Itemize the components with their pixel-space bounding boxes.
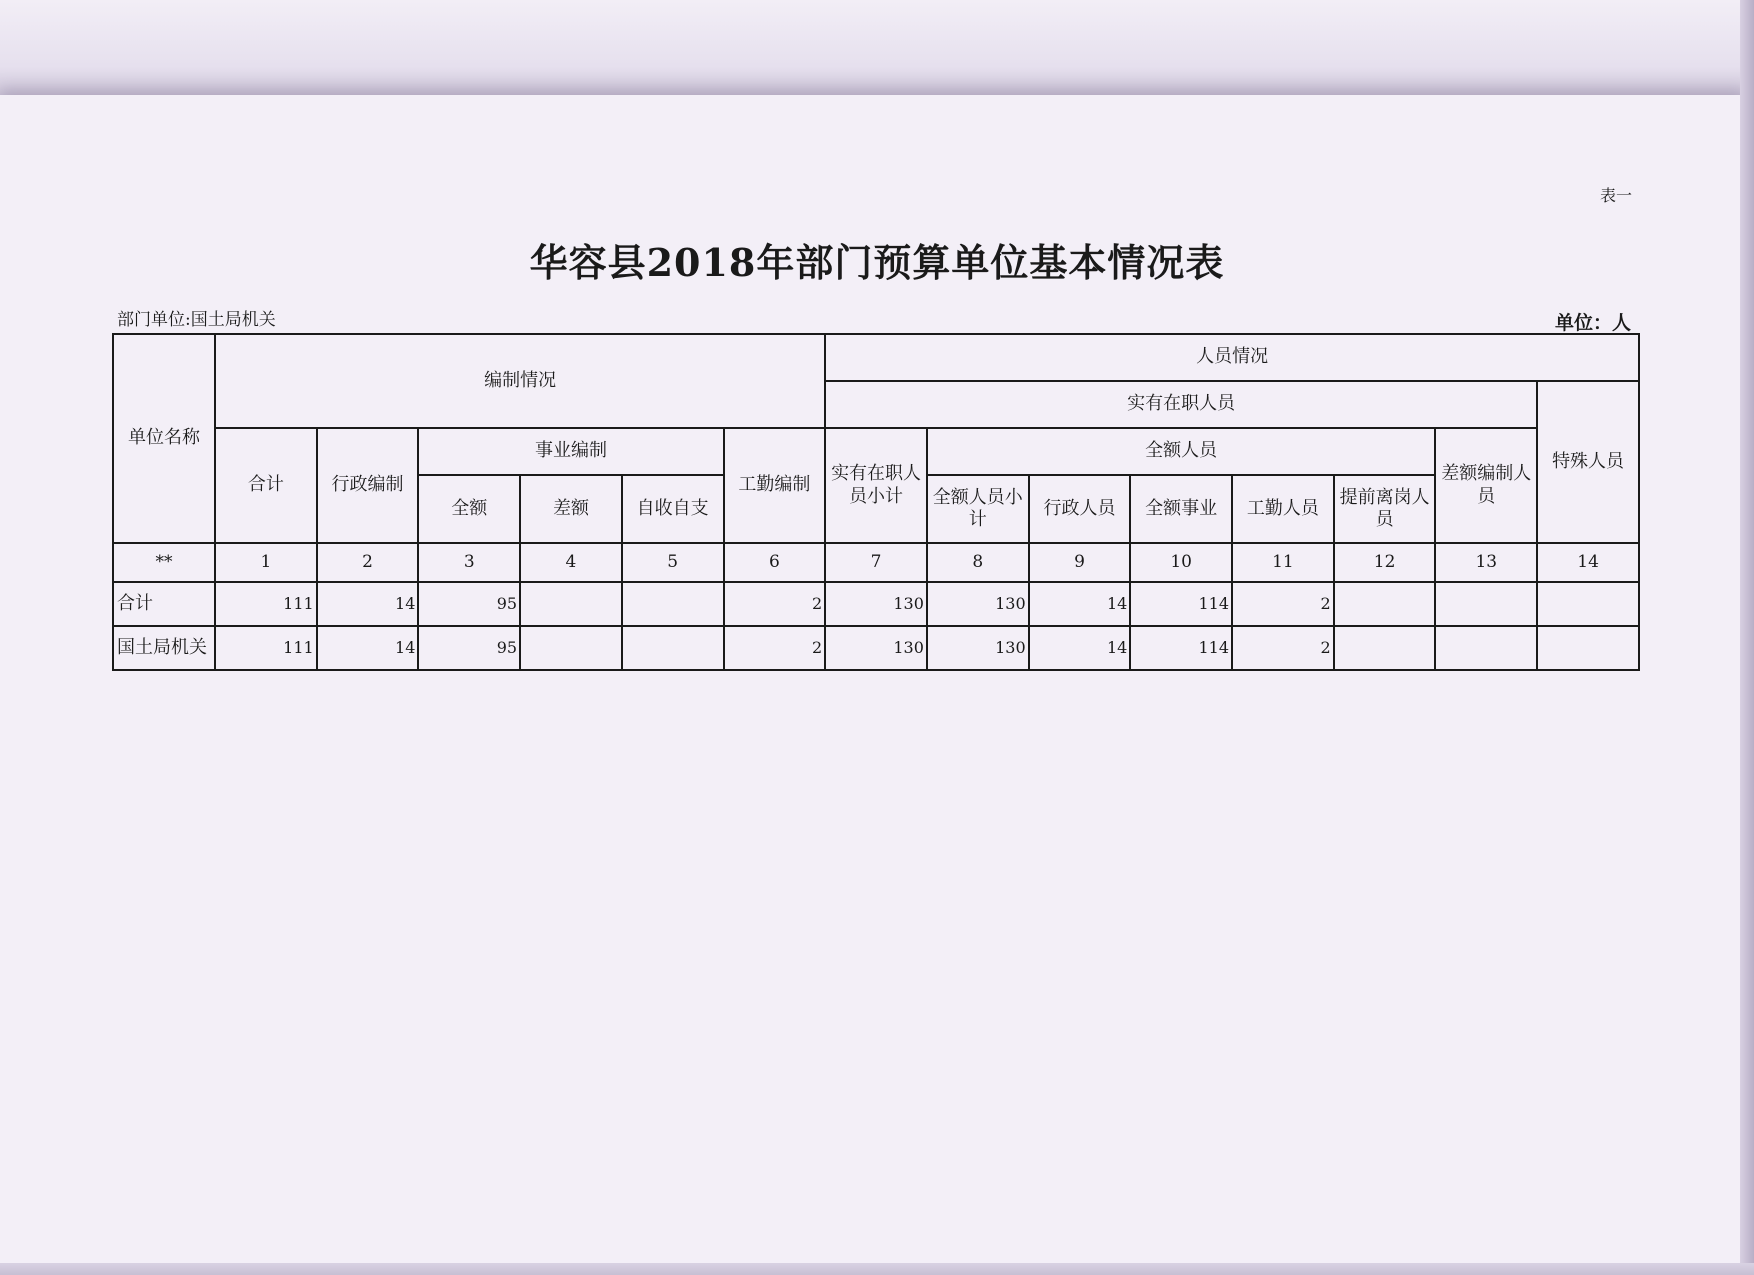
index-cell: 13 xyxy=(1435,543,1537,582)
header-actual-subtotal: 实有在职人员小计 xyxy=(825,428,927,543)
data-cell xyxy=(1435,626,1537,670)
data-cell xyxy=(1334,582,1436,626)
data-cell: 2 xyxy=(1232,626,1334,670)
column-index-row xyxy=(113,543,1639,582)
header-total: 合计 xyxy=(215,428,317,543)
data-cell xyxy=(1537,582,1639,626)
index-cell: 8 xyxy=(927,543,1029,582)
data-cell: 114 xyxy=(1130,626,1232,670)
unit-label: 单位：人 xyxy=(1555,312,1632,334)
index-cell: 11 xyxy=(1232,543,1334,582)
header-worker-personnel: 工勤人员 xyxy=(1232,475,1334,543)
index-cell: 1 xyxy=(215,543,317,582)
header-staffing: 编制情况 xyxy=(215,334,825,428)
data-cell xyxy=(1334,626,1436,670)
data-cell xyxy=(622,626,724,670)
data-cell: 2 xyxy=(1232,582,1334,626)
header-special-personnel: 特殊人员 xyxy=(1537,381,1639,543)
data-cell: 14 xyxy=(1029,626,1131,670)
header-actual-staff: 实有在职人员 xyxy=(825,381,1537,428)
data-cell: 114 xyxy=(1130,582,1232,626)
scan-right-edge xyxy=(1740,0,1754,1275)
data-cell: 2 xyxy=(724,582,826,626)
data-cell xyxy=(520,582,622,626)
scan-bottom-edge xyxy=(0,1263,1754,1275)
department-label: 部门单位:国土局机关 xyxy=(117,310,276,330)
index-cell: 5 xyxy=(622,543,724,582)
row-label: 合计 xyxy=(113,582,215,626)
header-worker-staffing: 工勤编制 xyxy=(724,428,826,543)
data-cell: 95 xyxy=(418,582,520,626)
data-cell: 2 xyxy=(724,626,826,670)
table-row xyxy=(113,582,1639,626)
index-cell: 3 xyxy=(418,543,520,582)
index-cell: 9 xyxy=(1029,543,1131,582)
header-full-subtotal: 全额人员小计 xyxy=(927,475,1029,543)
data-cell: 130 xyxy=(927,626,1029,670)
header-admin-personnel: 行政人员 xyxy=(1029,475,1131,543)
index-cell: 7 xyxy=(825,543,927,582)
header-full-personnel: 全额人员 xyxy=(927,428,1436,475)
header-full-institution: 全额事业 xyxy=(1130,475,1232,543)
header-institution-staffing: 事业编制 xyxy=(418,428,723,475)
index-cell: 14 xyxy=(1537,543,1639,582)
data-cell: 95 xyxy=(418,626,520,670)
header-self-funded: 自收自支 xyxy=(622,475,724,543)
table-row xyxy=(113,626,1639,670)
index-cell: 4 xyxy=(520,543,622,582)
form-number: 表一 xyxy=(1600,186,1633,205)
data-cell: 111 xyxy=(215,626,317,670)
index-cell: 6 xyxy=(724,543,826,582)
data-cell xyxy=(1435,582,1537,626)
header-personnel: 人员情况 xyxy=(825,334,1639,381)
data-cell xyxy=(1537,626,1639,670)
header-unit-name: 单位名称 xyxy=(113,334,215,543)
data-cell: 130 xyxy=(825,582,927,626)
header-early-leave: 提前离岗人员 xyxy=(1334,475,1436,543)
data-cell xyxy=(520,626,622,670)
header-admin-staffing: 行政编制 xyxy=(317,428,419,543)
budget-unit-table xyxy=(112,333,1640,671)
data-cell: 130 xyxy=(825,626,927,670)
index-cell: 10 xyxy=(1130,543,1232,582)
data-cell xyxy=(622,582,724,626)
index-cell: ** xyxy=(113,543,215,582)
data-cell: 14 xyxy=(1029,582,1131,626)
header-diff-funded: 差额 xyxy=(520,475,622,543)
row-label: 国土局机关 xyxy=(113,626,215,670)
data-cell: 14 xyxy=(317,582,419,626)
data-cell: 130 xyxy=(927,582,1029,626)
document-title: 华容县2018年部门预算单位基本情况表 xyxy=(529,240,1225,285)
scan-top-band xyxy=(0,0,1754,95)
header-diff-staff-personnel: 差额编制人员 xyxy=(1435,428,1537,543)
data-cell: 14 xyxy=(317,626,419,670)
index-cell: 12 xyxy=(1334,543,1436,582)
index-cell: 2 xyxy=(317,543,419,582)
data-cell: 111 xyxy=(215,582,317,626)
header-full-funded: 全额 xyxy=(418,475,520,543)
